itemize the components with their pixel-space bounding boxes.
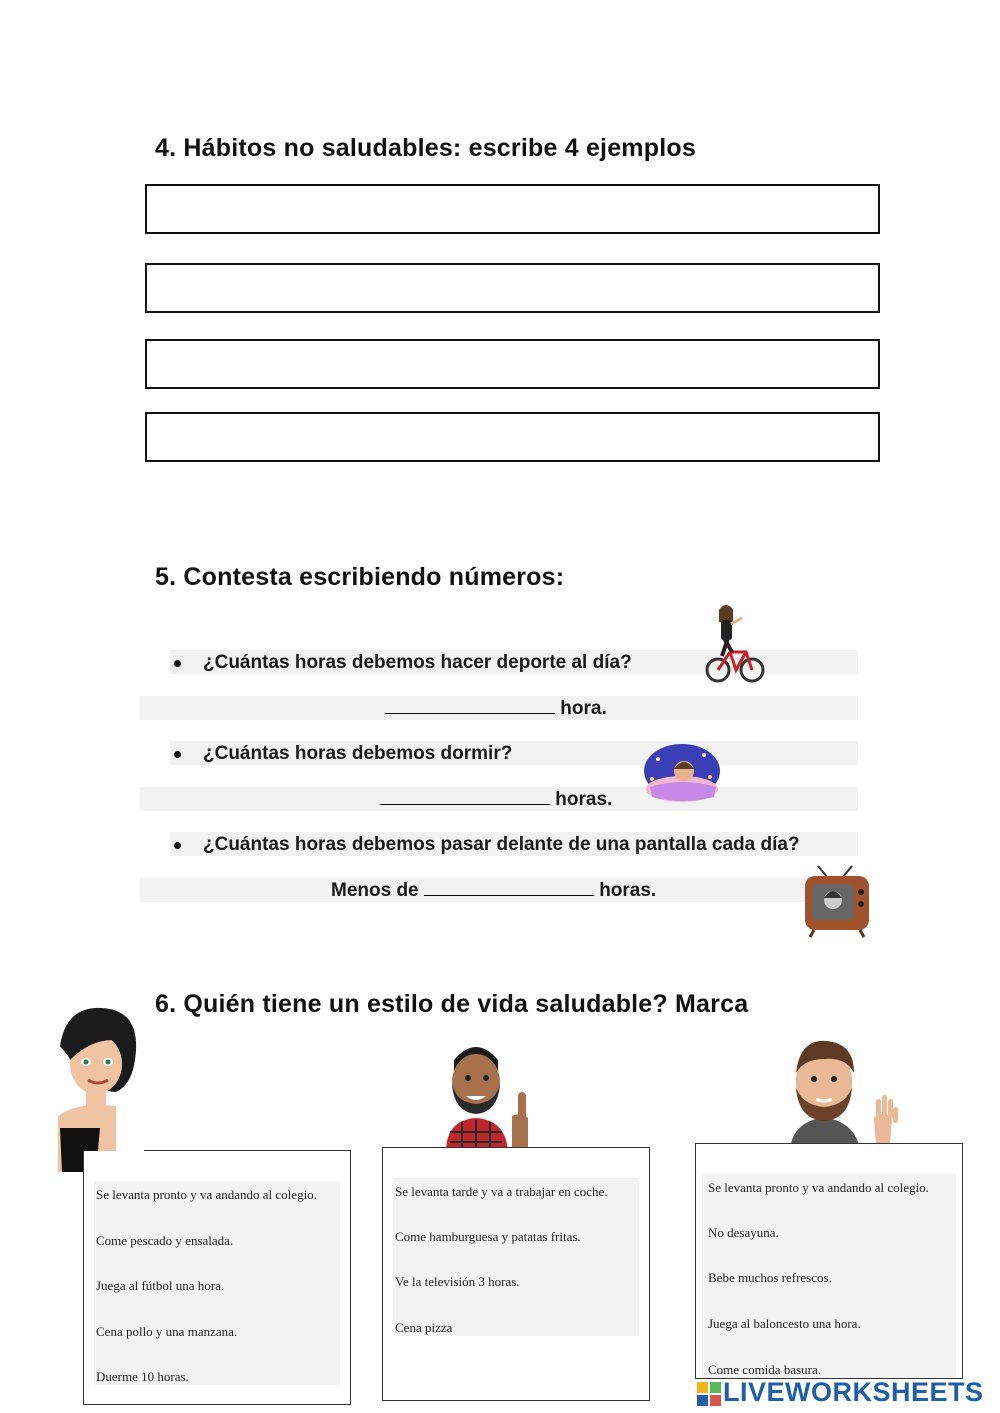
- card-2-line: Se levanta tarde y va a trabajar en coche.: [395, 1184, 608, 1199]
- man-pointing-avatar-icon: [436, 1040, 542, 1152]
- section-6-title: 6. Quién tiene un estilo de vida saludable? Marca: [155, 990, 749, 1018]
- question-sleep-hours: ¿Cuántas horas debemos dormir?: [203, 743, 513, 764]
- tv-avatar-icon: [802, 864, 872, 938]
- card-1-line: Juega al fútbol una hora.: [96, 1278, 225, 1293]
- card-2-line: Come hamburguesa y patatas fritas.: [395, 1229, 581, 1244]
- bike-avatar-icon: [702, 600, 768, 688]
- card-3-line: Bebe muchos refrescos.: [708, 1270, 832, 1285]
- card-2-line: Ve la televisión 3 horas.: [395, 1274, 520, 1289]
- answer-blank-sleep[interactable]: [380, 788, 550, 805]
- bullet-icon: [174, 660, 181, 667]
- unit-label: horas.: [599, 880, 657, 901]
- card-3-line: No desayuna.: [708, 1225, 779, 1240]
- question-sport-hours: ¿Cuántas horas debemos hacer deporte al día?: [203, 652, 632, 673]
- prefix-label: Menos de: [331, 880, 419, 901]
- card-text-area: [393, 1178, 639, 1336]
- answer-line-sleep: [380, 788, 612, 811]
- question-screen-hours: ¿Cuántas horas debemos pasar delante de una pantalla cada día?: [203, 834, 800, 855]
- profile-card-1[interactable]: [83, 1151, 351, 1405]
- profile-card-3[interactable]: [695, 1143, 963, 1379]
- card-3-line: Come comida basura.: [708, 1362, 821, 1377]
- answer-line-sport: [385, 697, 607, 720]
- card-1-line: Come pescado y ensalada.: [96, 1233, 234, 1248]
- profile-card-2[interactable]: [382, 1147, 650, 1401]
- liveworksheets-logo[interactable]: [697, 1377, 984, 1408]
- liveworksheets-mark-icon: [697, 1382, 721, 1406]
- card-1-line: Se levanta pronto y va andando al colegio.: [96, 1187, 317, 1202]
- sleeping-avatar-icon: [640, 741, 724, 809]
- section-4-title: 4. Hábitos no saludables: escribe 4 ejemplos: [155, 134, 696, 162]
- woman-avatar-icon: [56, 1006, 140, 1172]
- answer-line-screen: [331, 879, 656, 902]
- card-1-line: Duerme 10 horas.: [96, 1369, 189, 1384]
- section-5-title: 5. Contesta escribiendo números:: [155, 563, 565, 591]
- card-border: [144, 1150, 351, 1151]
- unhealthy-habit-input-1[interactable]: [145, 184, 880, 234]
- bullet-icon: [174, 842, 181, 849]
- unhealthy-habit-input-4[interactable]: [145, 412, 880, 462]
- card-3-line: Se levanta pronto y va andando al colegio.: [708, 1180, 929, 1195]
- bullet-icon: [174, 751, 181, 758]
- unit-label: horas.: [555, 789, 613, 810]
- card-2-line: Cena pizza: [395, 1320, 453, 1335]
- card-1-line: Cena pollo y una manzana.: [96, 1324, 238, 1339]
- answer-blank-sport[interactable]: [385, 697, 555, 714]
- unhealthy-habit-input-2[interactable]: [145, 263, 880, 313]
- card-3-line: Juega al baloncesto una hora.: [708, 1316, 861, 1331]
- man-waving-avatar-icon: [780, 1037, 904, 1153]
- unit-label: hora.: [560, 698, 607, 719]
- logo-text: LIVEWORKSHEETS: [723, 1377, 984, 1407]
- unhealthy-habit-input-3[interactable]: [145, 339, 880, 389]
- answer-blank-screen[interactable]: [424, 879, 594, 896]
